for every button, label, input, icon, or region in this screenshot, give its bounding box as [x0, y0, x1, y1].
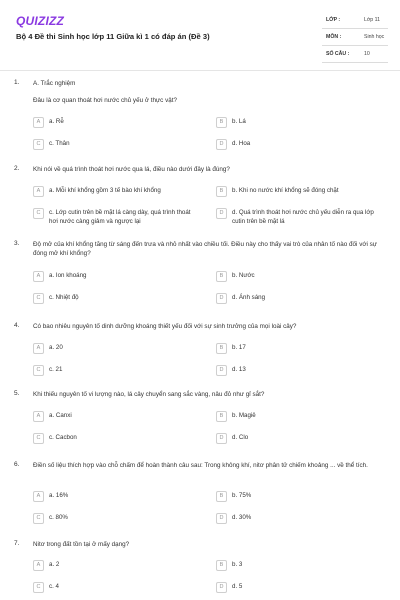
quizizz-logo: QUIZIZZ [16, 14, 65, 28]
option-text: a. Mỗi khí khổng gồm 3 tế bào khí khổng [49, 187, 161, 194]
worksheet-meta [322, 14, 388, 65]
meta-value: 10 [364, 51, 370, 57]
option-letter: A [33, 186, 44, 197]
question-number: 4. [14, 322, 20, 329]
option-letter: A [33, 343, 44, 354]
option-text: b. Khi no nước khí khổng sẽ đóng chặt [232, 187, 339, 194]
option-text: d. Clo [232, 434, 249, 441]
option-letter: C [33, 365, 44, 376]
question-number: 5. [14, 390, 20, 397]
meta-value: Sinh học [364, 34, 385, 40]
option-letter: B [216, 411, 227, 422]
option-letter: D [216, 582, 227, 593]
option-text: b. Lá [232, 118, 246, 125]
option-text: a. 2 [49, 561, 60, 568]
option-text: c. Nhiệt độ [49, 294, 79, 301]
option-text: a. Canxi [49, 412, 72, 419]
header-divider [0, 70, 400, 71]
question-text: Nitơ trong đất tồn tại ở mấy dạng? [33, 541, 130, 548]
question-number: 3. [14, 240, 20, 247]
option-letter: B [216, 117, 227, 128]
option-letter: C [33, 208, 44, 219]
option-text: d. Hoa [232, 140, 251, 147]
option-text: c. 4 [49, 583, 59, 590]
option-text: b. 17 [232, 344, 246, 351]
meta-question-count [322, 48, 388, 63]
option-text: d. 30% [232, 514, 252, 521]
option-text: a. Rễ [49, 118, 64, 125]
meta-label: MÔN : [326, 34, 342, 40]
question-number: 7. [14, 540, 20, 547]
option-letter: B [216, 560, 227, 571]
option-text: d. 13 [232, 366, 246, 373]
option-letter: D [216, 433, 227, 444]
option-letter: D [216, 365, 227, 376]
option-text: b. Magiê [232, 412, 256, 419]
option-letter: A [33, 560, 44, 571]
option-text: b. Nước [232, 272, 255, 279]
option-text: c. Cacbon [49, 434, 77, 441]
section-heading: A. Trắc nghiệm [33, 80, 76, 87]
question-number: 1. [14, 79, 20, 86]
meta-value: Lớp 11 [364, 17, 380, 23]
question-number: 6. [14, 461, 20, 468]
question-text: Độ mở của khí khổng tăng từ sáng đến trưa và nhỏ nhất vào chiều tối. Điều này cho thấy vai trò của nhân tố nào đối với sự đóng mở khí khổng? [33, 241, 377, 257]
option-letter: A [33, 271, 44, 282]
question-text: Đâu là cơ quan thoát hơi nước chủ yếu ở thực vật? [33, 97, 177, 104]
option-text: c. 21 [49, 366, 63, 373]
option-letter: C [33, 293, 44, 304]
question-text: Khi thiếu nguyên tố vi lượng nào, lá cây chuyển sang sắc vàng, nâu đỏ như gỉ sắt? [33, 391, 265, 398]
meta-subject [322, 31, 388, 46]
option-text: b. 75% [232, 492, 252, 499]
option-text: a. 16% [49, 492, 69, 499]
option-text: d. 5 [232, 583, 243, 590]
option-letter: D [216, 139, 227, 150]
question-number: 2. [14, 165, 20, 172]
question-text: Điền số liệu thích hợp vào chỗ chấm để hoàn thành câu sau: Trong không khí, nitơ phân tử chiếm khoảng ... về thể tích. [33, 462, 368, 469]
option-text: d. Quá trình thoát hơi nước chủ yếu diễn ra qua lớp cutin trên bề mặt lá [232, 209, 374, 225]
option-text: b. 3 [232, 561, 243, 568]
option-letter: A [33, 491, 44, 502]
option-letter: A [33, 117, 44, 128]
worksheet-header [0, 0, 400, 68]
option-letter: D [216, 208, 227, 219]
option-letter: B [216, 491, 227, 502]
option-letter: B [216, 186, 227, 197]
option-letter: B [216, 343, 227, 354]
option-letter: C [33, 513, 44, 524]
question-text: Khi nói về quá trình thoát hơi nước qua lá, điều nào dưới đây là đúng? [33, 166, 230, 173]
option-text: d. Ánh sáng [232, 294, 266, 301]
option-letter: C [33, 433, 44, 444]
meta-label: LỚP : [326, 17, 341, 23]
question-text: Có bao nhiêu nguyên tố dinh dưỡng khoáng thiết yếu đối với sự sinh trưởng của mọi loài cây? [33, 323, 297, 330]
option-text: c. Thân [49, 140, 70, 147]
option-text: c. Lớp cutin trên bề mặt lá càng dày, quá trình thoát hơi nước càng giảm và ngược lại [49, 209, 191, 225]
option-text: c. 80% [49, 514, 68, 521]
meta-label: SỐ CÂU : [326, 51, 350, 57]
option-letter: D [216, 293, 227, 304]
option-letter: C [33, 582, 44, 593]
worksheet-title: Bộ 4 Đề thi Sinh học lớp 11 Giữa kì 1 có đáp án (Đề 3) [16, 32, 210, 41]
meta-class [322, 14, 388, 29]
option-text: a. Ion khoáng [49, 272, 87, 279]
option-text: a. 20 [49, 344, 63, 351]
option-letter: C [33, 139, 44, 150]
option-letter: A [33, 411, 44, 422]
option-letter: B [216, 271, 227, 282]
option-letter: D [216, 513, 227, 524]
